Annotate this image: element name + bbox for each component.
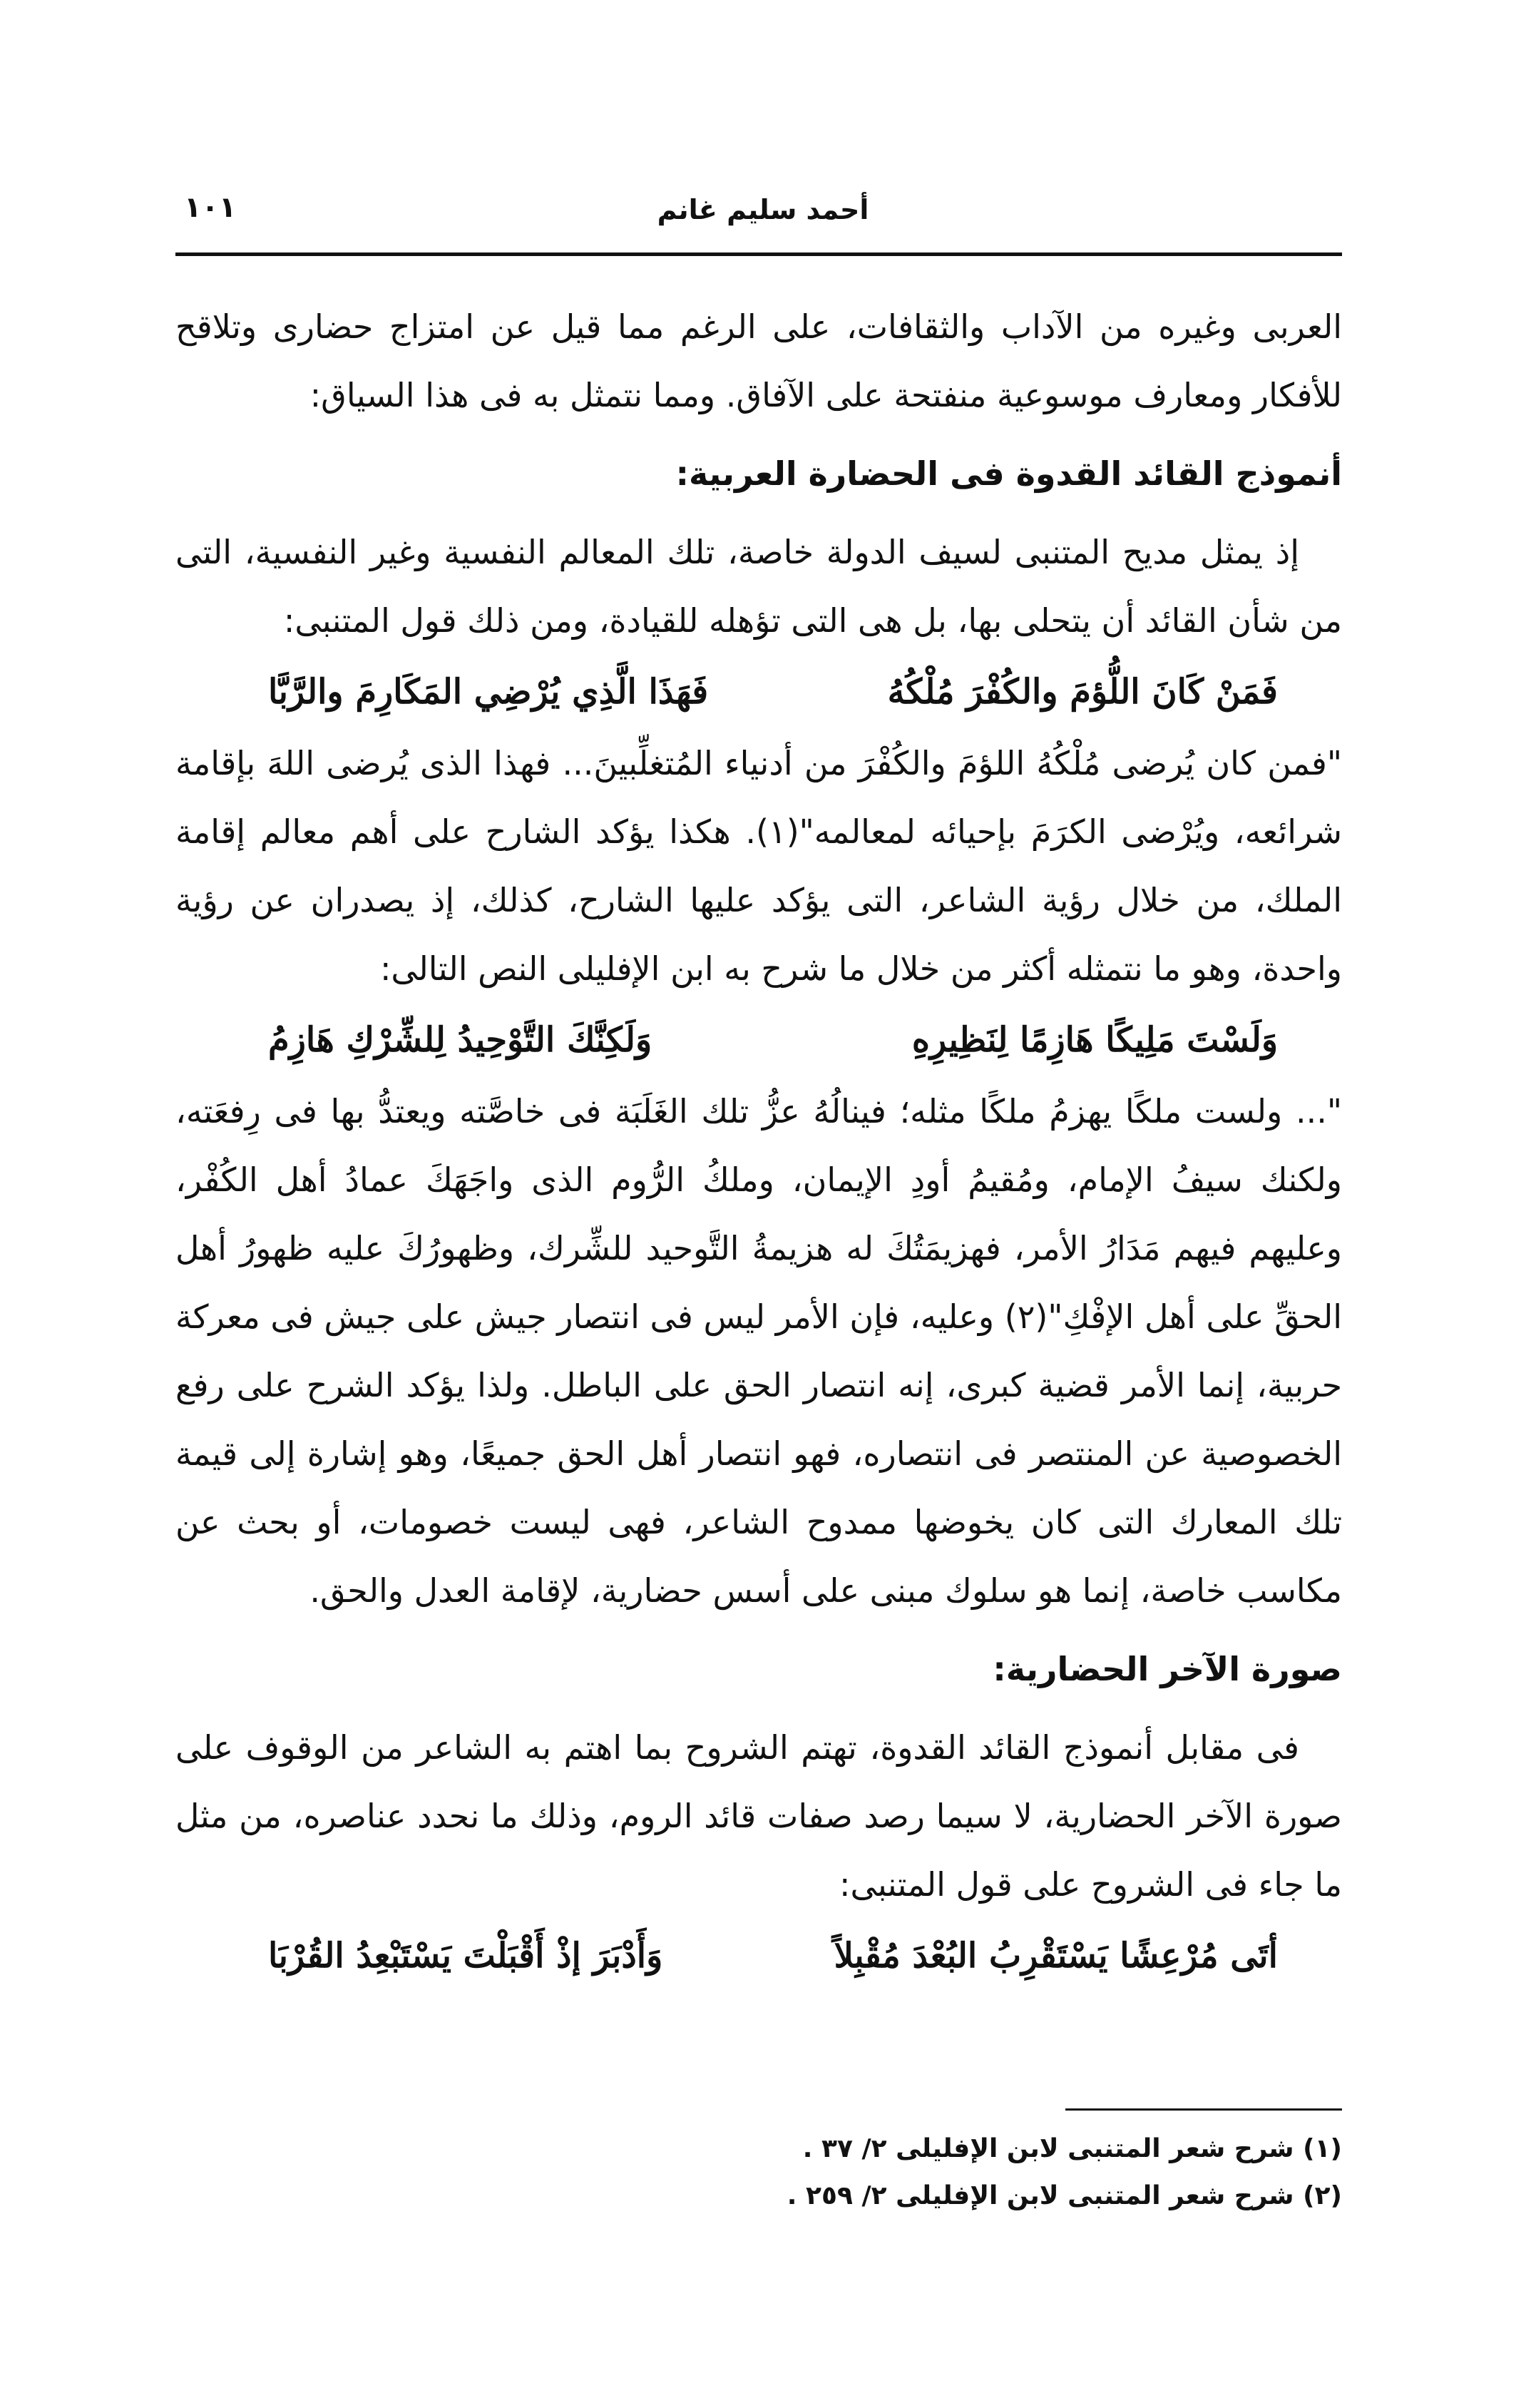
- verse-2-first-hemistich: وَلَسْتَ مَلِيكًا هَازِمًا لِنَظِيرِهِ: [911, 1020, 1278, 1060]
- verse-1-second-hemistich: فَهَذَا الَّذِي يُرْضِي المَكَارِمَ والرَّبَّا: [268, 672, 709, 712]
- footnote-2: (٢) شرح شعر المتنبى لابن الإفليلى ٢/ ٢٥٩ .: [787, 2181, 1342, 2210]
- section-heading-other-image: صورة الآخر الحضارية:: [993, 1650, 1342, 1688]
- author-name: أحمد سليم غانم: [657, 194, 869, 225]
- verse-3-second-hemistich: وَأَدْبَرَ إذْ أَقْبَلْتَ يَسْتَبْعِدُ القُرْبَا: [268, 1936, 663, 1976]
- paragraph-other-image: فى مقابل أنموذج القائد القدوة، تهتم الشروح بما اهتم به الشاعر من الوقوف على صورة الآخر الحضارية، لا سيما رصد صفات قائد الروم، وذلك ما نحدد عناصره، من مثل ما جاء فى الشروح على قول المتنبى:: [175, 1728, 1342, 1904]
- page-number: ١٠١: [184, 191, 237, 224]
- main-text: [175, 292, 1342, 1993]
- footnote-rule: [1065, 2108, 1342, 2111]
- verse-line-3: [175, 1919, 1342, 1993]
- verse-2-second-hemistich: وَلَكِنَّكَ التَّوْحِيدُ لِلشِّرْكِ هَازِمُ: [268, 1020, 652, 1060]
- section-heading-leader-model: أنموذج القائد القدوة فى الحضارة العربية:: [675, 454, 1342, 493]
- footnotes: [486, 2126, 1342, 2220]
- running-head: [0, 191, 1526, 234]
- header-rule: [175, 252, 1342, 256]
- paragraph-intro: العربى وغيره من الآداب والثقافات، على الرغم مما قيل عن امتزاج حضارى وتلاقح للأفكار ومعارف موسوعية منفتحة على الآفاق. ومما نتمثل به فى هذا السياق:: [175, 307, 1342, 414]
- verse-line-2: [175, 1003, 1342, 1077]
- verse-3-first-hemistich: أتَى مُرْعِشًا يَسْتَقْرِبُ البُعْدَ مُقْبِلاً: [834, 1936, 1278, 1976]
- paragraph-commentary-1: "فمن كان يُرضى مُلْكُهُ اللؤمَ والكُفْرَ من أدنياء المُتغلِّبينَ... فهذا الذى يُرضى اللهَ بإقامة شرائعه، ويُرْضى الكرَمَ بإحيائه لمعالمه"(١). هكذا يؤكد الشارح على أهم معالم إقامة الملك، من خلال رؤية الشاعر، التى يؤكد عليها الشارح، كذلك، إذ يصدران عن رؤية واحدة، وهو ما نتمثله أكثر من خلال ما شرح به ابن الإفليلى النص التالى:: [175, 744, 1342, 988]
- verse-1-first-hemistich: فَمَنْ كَانَ اللُّؤمَ والكُفْرَ مُلْكُهُ: [887, 672, 1278, 712]
- paragraph-commentary-2: "... ولست ملكًا يهزمُ ملكًا مثله؛ فينالُهُ عزُّ تلك الغَلَبَة فى خاصَّته ويعتدُّ بها فى رِفعَته، ولكنك سيفُ الإمام، ومُقيمُ أودِ الإيمان، وملكُ الرُّوم الذى واجَهَكَ عمادُ أهل الكُفْر، وعليهم فيهم مَدَارُ الأمر، فهزيمَتُكَ له هزيمةُ التَّوحيد للشِّرك، وظهورُكَ عليه ظهورُ أهل الحقِّ على أهل الإفْكِ"(٢) وعليه، فإن الأمر ليس فى انتصار جيش على جيش فى معركة حربية، إنما الأمر قضية كبرى، إنه انتصار الحق على الباطل. ولذا يؤكد الشرح على رفع الخصوصية عن المنتصر فى انتصاره، فهو انتصار أهل الحق جميعًا، وهو إشارة إلى قيمة تلك المعارك التى كان يخوضها ممدوح الشاعر، فهى ليست خصومات، أو بحث عن مكاسب خاصة، إنما هو سلوك مبنى على أسس حضارية، لإقامة العدل والحق.: [175, 1092, 1342, 1610]
- footnote-1: (١) شرح شعر المتنبى لابن الإفليلى ٢/ ٣٧ .: [802, 2134, 1342, 2163]
- paragraph-praise: إذ يمثل مديح المتنبى لسيف الدولة خاصة، تلك المعالم النفسية وغير النفسية، التى من شأن القائد أن يتحلى بها، بل هى التى تؤهله للقيادة، ومن ذلك قول المتنبى:: [175, 533, 1342, 640]
- verse-line-1: [175, 655, 1342, 729]
